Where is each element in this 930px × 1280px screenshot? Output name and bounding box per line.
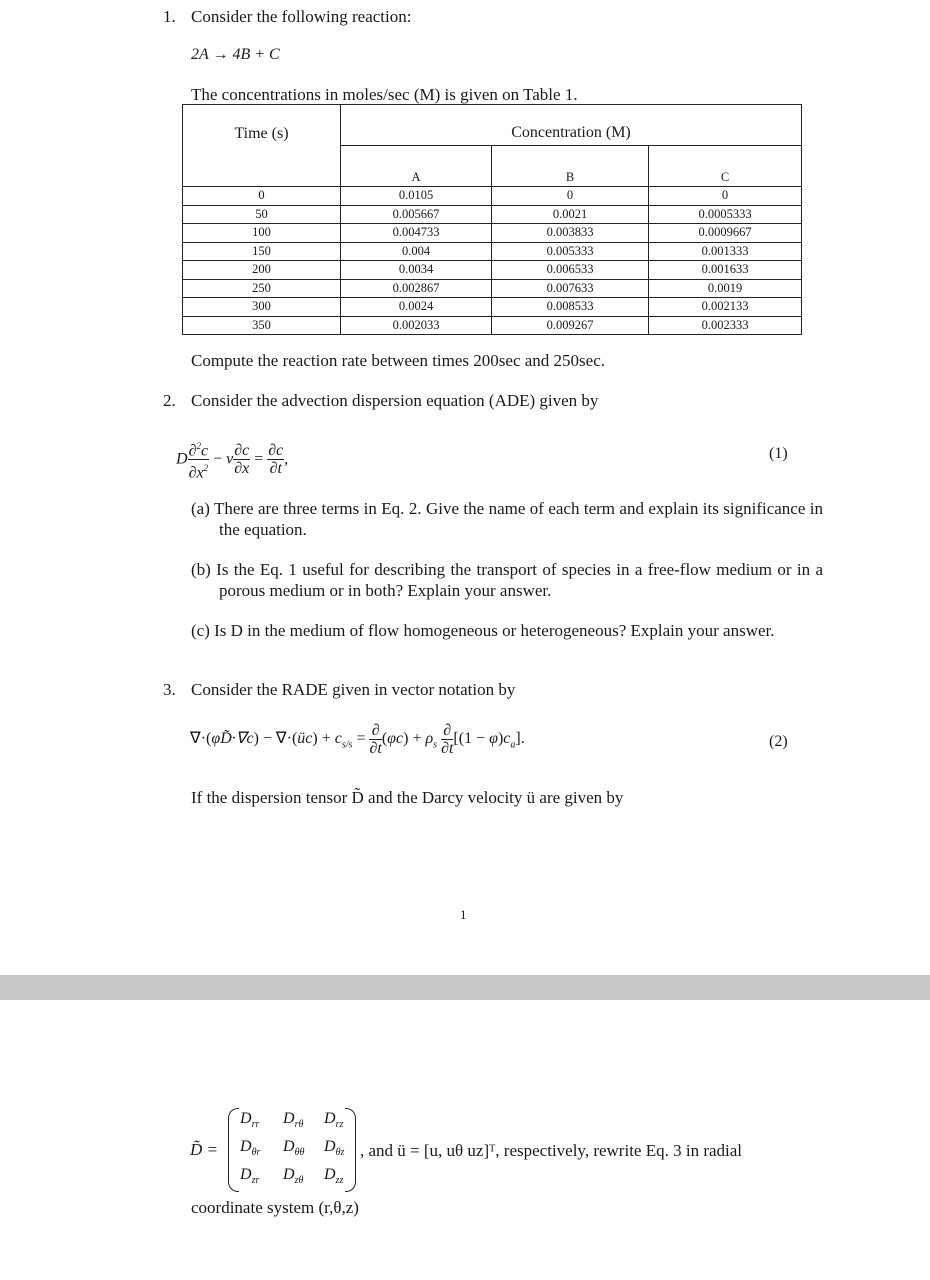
table-row [183, 261, 802, 280]
q2-intro: Consider the advection dispersion equation (ADE) given by [191, 391, 599, 410]
time-cell: 150 [183, 242, 341, 261]
matrix-cell: $D_{z\theta}$ [283, 1166, 304, 1187]
species-c-header: C [649, 146, 802, 187]
c-cell: 0.001333 [649, 242, 802, 261]
c-cell: 0.002333 [649, 316, 802, 335]
table-row [183, 279, 802, 298]
rade-equation: ∇·(φD̃·∇c) − ∇·(üc) + $c_{s/s}$ = $\frac{\partial}{\partial t}$ $(\varphi c) + \rho_s$ $\frac{\partial}{\partial t}$ $[(1 - \varphi)c_a]$. [190, 722, 525, 757]
right-parenthesis [345, 1108, 356, 1192]
q3-final-text: coordinate system (r,θ,z) [191, 1198, 359, 1217]
matrix-cell: $D_{\theta r}$ [240, 1138, 261, 1159]
table-row [183, 316, 802, 335]
b-cell: 0.006533 [492, 261, 649, 280]
matrix-cell: $D_{zr}$ [240, 1166, 260, 1187]
a-cell: 0.0024 [341, 298, 492, 317]
b-cell: 0.009267 [492, 316, 649, 335]
velocity-text: , and ü = [u, uθ uz]ᵀ, respectively, rewrite Eq. 3 in radial [360, 1141, 743, 1160]
a-cell: 0.0105 [341, 187, 492, 206]
q3-intro: Consider the RADE given in vector notation by [191, 680, 516, 699]
q1-intro: Consider the following reaction: [191, 7, 412, 26]
a-cell: 0.002033 [341, 316, 492, 335]
q3-number: 3. [163, 680, 176, 699]
c-cell: 0.0019 [649, 279, 802, 298]
q2-number: 2. [163, 391, 176, 410]
table-row [183, 205, 802, 224]
c-cell: 0.002133 [649, 298, 802, 317]
time-cell: 50 [183, 205, 341, 224]
matrix-cell: $D_{\theta z}$ [324, 1138, 345, 1159]
table-caption: The concentrations in moles/sec (M) is given on Table 1. [191, 85, 578, 104]
q3-tensor-text: If the dispersion tensor D̃ and the Darcy velocity ü are given by [191, 788, 624, 807]
species-a-header: A [341, 146, 492, 187]
a-cell: 0.0034 [341, 261, 492, 280]
c-cell: 0 [649, 187, 802, 206]
matrix-cell: $D_{zz}$ [324, 1166, 344, 1187]
time-cell: 0 [183, 187, 341, 206]
eq1-label: (1) [769, 445, 788, 462]
q1-number: 1. [163, 7, 176, 26]
table-row [183, 187, 802, 206]
matrix-lhs: D̃ = [190, 1140, 218, 1159]
time-cell: 300 [183, 298, 341, 317]
eq2-label: (2) [769, 733, 788, 750]
page-separator [0, 975, 930, 1000]
ade-equation: D $\frac{\partial^2c}{\partial x^2}$ − v $\frac{\partial c}{\partial x}$ = $\frac{\partial c}{\partial t}$ , [176, 438, 288, 482]
table-row [183, 224, 802, 243]
a-cell: 0.004733 [341, 224, 492, 243]
c-cell: 0.0009667 [649, 224, 802, 243]
b-cell: 0 [492, 187, 649, 206]
b-cell: 0.007633 [492, 279, 649, 298]
table-row [183, 298, 802, 317]
matrix-cell: $D_{r\theta}$ [283, 1110, 304, 1131]
q2-part-a: (a) There are three terms in Eq. 2. Give the name of each term and explain its significance in the equation. [191, 499, 823, 539]
matrix-cell: $D_{rr}$ [240, 1110, 260, 1131]
a-cell: 0.004 [341, 242, 492, 261]
dispersion-tensor-matrix [228, 1108, 356, 1190]
a-cell: 0.005667 [341, 205, 492, 224]
time-cell: 350 [183, 316, 341, 335]
a-cell: 0.002867 [341, 279, 492, 298]
q1-task: Compute the reaction rate between times 200sec and 250sec. [191, 351, 605, 370]
table-row [183, 242, 802, 261]
b-cell: 0.008533 [492, 298, 649, 317]
time-cell: 250 [183, 279, 341, 298]
q2-part-c: (c) Is D in the medium of flow homogeneous or heterogeneous? Explain your answer. [191, 621, 775, 640]
b-cell: 0.003833 [492, 224, 649, 243]
q2-part-b: (b) Is the Eq. 1 useful for describing the transport of species in a free-flow medium or in a porous medium or in both? Explain your answer. [191, 560, 823, 600]
c-cell: 0.001633 [649, 261, 802, 280]
concentration-table [182, 104, 802, 335]
reaction-equation: 2A → 4B + C [191, 46, 280, 63]
matrix-cell: $D_{\theta\theta}$ [283, 1138, 305, 1159]
concentration-header: Concentration (M) [341, 105, 802, 146]
b-cell: 0.0021 [492, 205, 649, 224]
time-cell: 100 [183, 224, 341, 243]
c-cell: 0.0005333 [649, 205, 802, 224]
page-number: 1 [460, 907, 467, 922]
matrix-cell: $D_{rz}$ [324, 1110, 344, 1131]
b-cell: 0.005333 [492, 242, 649, 261]
species-b-header: B [492, 146, 649, 187]
time-cell: 200 [183, 261, 341, 280]
left-parenthesis [228, 1108, 239, 1192]
time-header: Time (s) [183, 105, 341, 187]
